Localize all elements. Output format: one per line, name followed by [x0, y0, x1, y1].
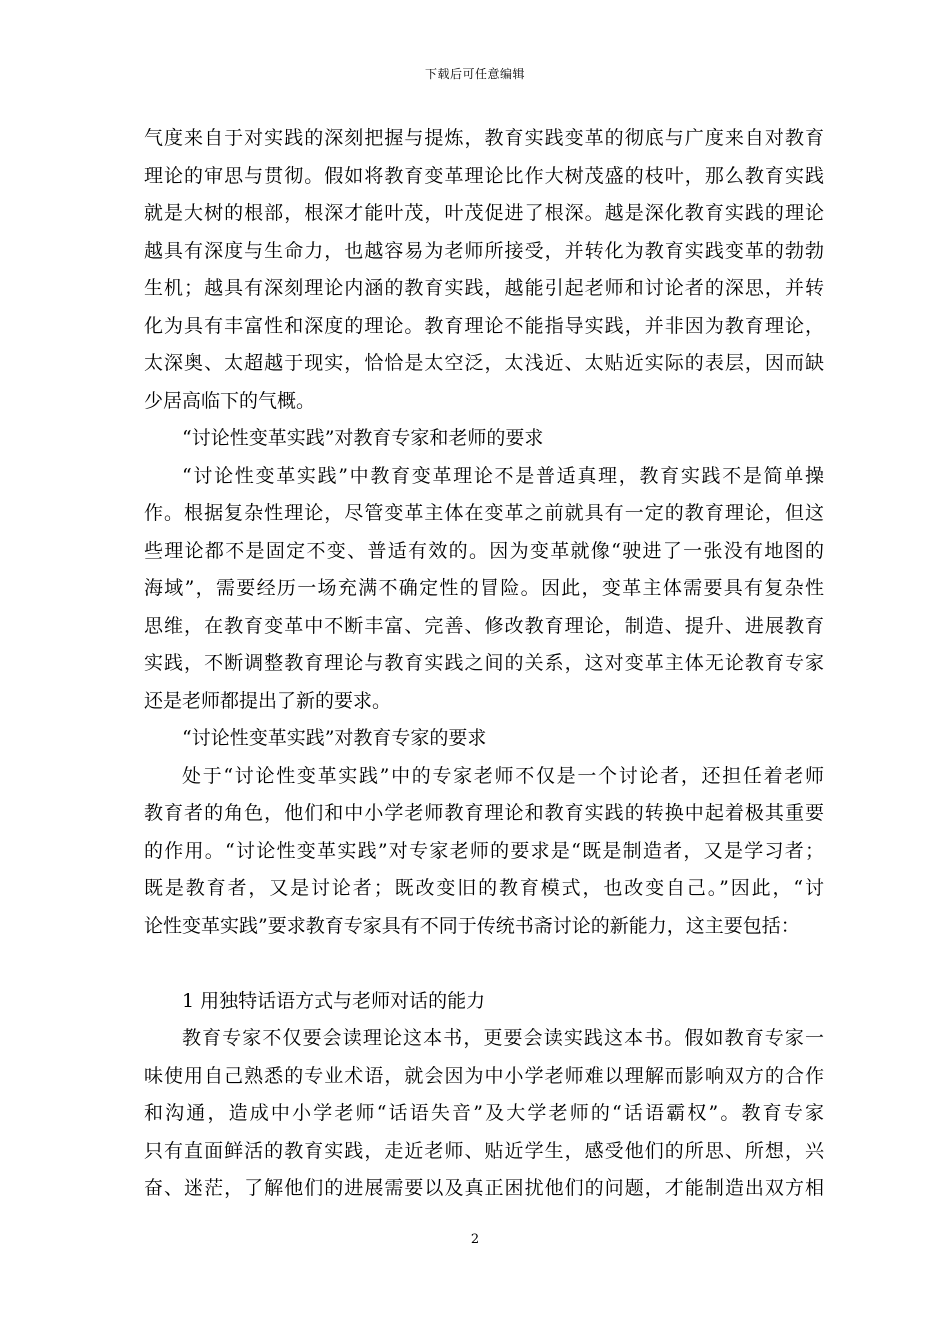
text-line: 思维，在教育变革中不断丰富、完善、修改教育理论，制造、提升、进展教育	[144, 614, 824, 637]
text-line: 实践，不断调整教育理论与教育实践之间的关系，这对变革主体无论教育专家	[144, 652, 824, 674]
text-line: 作。根据复杂性理论，尽管变革主体在变革之前就具有一定的教育理论，但这	[144, 502, 824, 524]
section-heading	[144, 983, 824, 1021]
text-line: 少居高临下的气概。	[144, 389, 316, 412]
text-line: 越具有深度与生命力，也越容易为老师所接受，并转化为教育实践变革的勃勃	[144, 239, 824, 262]
text-line: 既是教育者，又是讨论者；既改变旧的教育模式，也改变自己。”因此，“讨	[144, 877, 824, 899]
section-heading	[144, 420, 824, 458]
text-line: “讨论性变革实践”对教育专家和老师的要求	[182, 427, 544, 449]
text-line: 奋、迷茫，了解他们的进展需要以及真正困扰他们的问题，才能制造出双方相	[144, 1177, 824, 1199]
paragraph	[144, 458, 824, 721]
text-line: “讨论性变革实践”对教育专家的要求	[182, 727, 487, 749]
document-body	[144, 120, 824, 1208]
paragraph	[144, 758, 824, 946]
text-line: 生机；越具有深刻理论内涵的教育实践，越能引起老师和讨论者的深思，并转	[144, 277, 824, 299]
text-line: 只有直面鲜活的教育实践，走近老师、贴近学生，感受他们的所思、所想，兴	[144, 1139, 824, 1162]
text-line: 海域”，需要经历一场充满不确定性的冒险。因此，变革主体需要具有复杂性	[144, 577, 824, 599]
text-line: 味使用自己熟悉的专业术语，就会因为中小学老师难以理解而影响双方的合作	[144, 1064, 824, 1087]
text-line: 教育者的角色，他们和中小学老师教育理论和教育实践的转换中起着极其重要	[144, 802, 824, 824]
text-line: 的作用。“讨论性变革实践”对专家老师的要求是“既是制造者，又是学习者；	[144, 839, 824, 862]
text-line: 太深奥、太超越于现实，恰恰是太空泛，太浅近、太贴近实际的表层，因而缺	[144, 352, 824, 374]
text-line: 论性变革实践”要求教育专家具有不同于传统书斋讨论的新能力，这主要包括：	[144, 914, 800, 937]
section-heading	[144, 720, 824, 758]
page-header: 下载后可任意编辑	[424, 67, 525, 81]
paragraph	[144, 120, 824, 420]
text-line: 和沟通，造成中小学老师“话语失音”及大学老师的“话语霸权”。教育专家	[144, 1102, 824, 1124]
text-line: 些理论都不是固定不变、普适有效的。因为变革就像“驶进了一张没有地图的	[144, 539, 824, 562]
page-number: 2	[470, 1232, 480, 1247]
text-line: 化为具有丰富性和深度的理论。教育理论不能指导实践，并非因为教育理论，	[144, 314, 824, 337]
text-line: 1 用独特话语方式与老师对话的能力	[182, 989, 486, 1012]
text-line: 理论的审思与贯彻。假如将教育变革理论比作大树茂盛的枝叶，那么教育实践	[144, 164, 824, 187]
text-line: 处于“讨论性变革实践”中的专家老师不仅是一个讨论者，还担任着老师	[182, 764, 824, 787]
blank-line	[144, 945, 824, 983]
text-line: 还是老师都提出了新的要求。	[144, 689, 392, 712]
text-line: 教育专家不仅要会读理论这本书，更要会读实践这本书。假如教育专家一	[182, 1027, 824, 1049]
text-line: 气度来自于对实践的深刻把握与提炼，教育实践变革的彻底与广度来自对教育	[144, 127, 824, 149]
text-line: “讨论性变革实践”中教育变革理论不是普适真理，教育实践不是简单操	[182, 464, 824, 487]
paragraph	[144, 1020, 824, 1208]
text-line: 就是大树的根部，根深才能叶茂，叶茂促进了根深。越是深化教育实践的理论	[144, 202, 824, 224]
